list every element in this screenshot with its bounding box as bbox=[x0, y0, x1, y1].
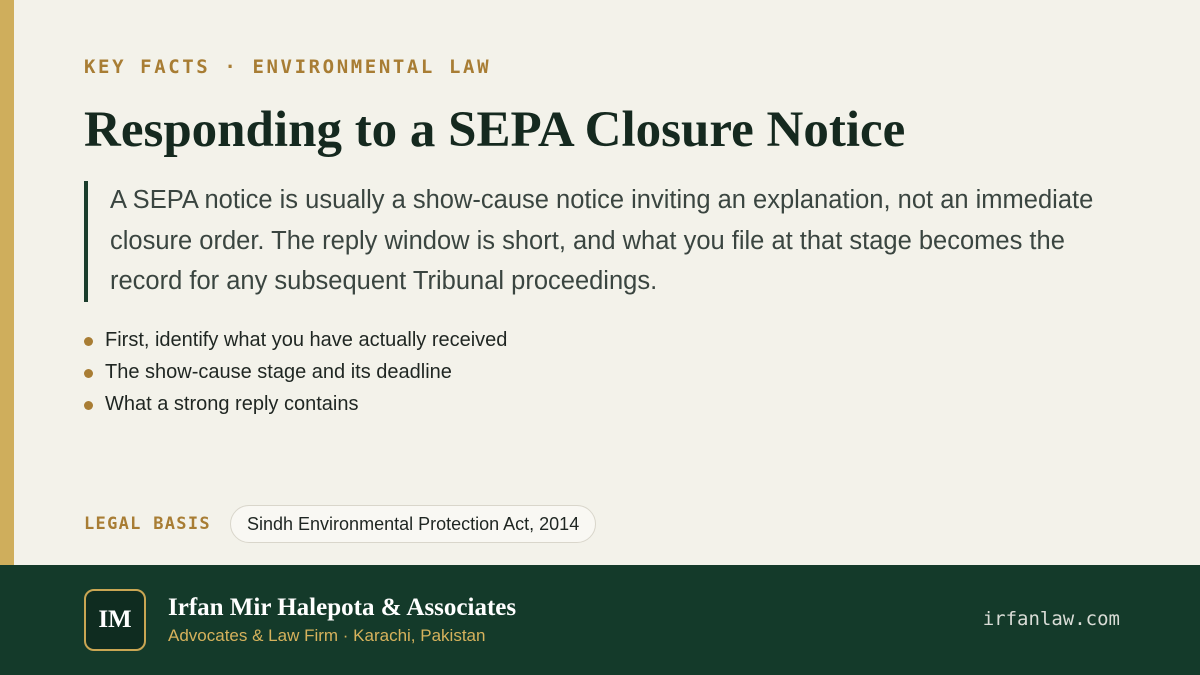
footer-bar bbox=[0, 565, 1200, 675]
firm-logo: IM bbox=[84, 589, 146, 651]
firm-name: Irfan Mir Halepota & Associates bbox=[168, 594, 517, 621]
left-accent-bar bbox=[0, 0, 14, 565]
website-link[interactable]: irfanlaw.com bbox=[982, 608, 1120, 630]
eyebrow-label: KEY FACTS · ENVIRONMENTAL LAW bbox=[84, 56, 492, 78]
bullet-dot-icon bbox=[84, 401, 93, 410]
firm-subtitle: Advocates & Law Firm · Karachi, Pakistan bbox=[168, 626, 486, 645]
list-item bbox=[84, 388, 507, 420]
page-title: Responding to a SEPA Closure Notice bbox=[84, 102, 906, 158]
bullet-dot-icon bbox=[84, 337, 93, 346]
legal-basis-label: LEGAL BASIS bbox=[84, 514, 211, 534]
list-item-text: What a strong reply contains bbox=[105, 393, 359, 415]
bullet-dot-icon bbox=[84, 369, 93, 378]
list-item-text: First, identify what you have actually received bbox=[105, 329, 508, 351]
summary-text: A SEPA notice is usually a show-cause notice inviting an explanation, not an immediate closure order. The reply window is short, and what you file at that stage becomes the record for any subsequent Tribunal proceedings. bbox=[110, 186, 1094, 295]
list-item-text: The show-cause stage and its deadline bbox=[105, 361, 452, 383]
key-points-list bbox=[84, 324, 507, 420]
summary-quote bbox=[84, 181, 1114, 302]
list-item bbox=[84, 356, 507, 388]
list-item bbox=[84, 324, 507, 356]
legal-basis-badge: Sindh Environmental Protection Act, 2014 bbox=[230, 505, 596, 543]
